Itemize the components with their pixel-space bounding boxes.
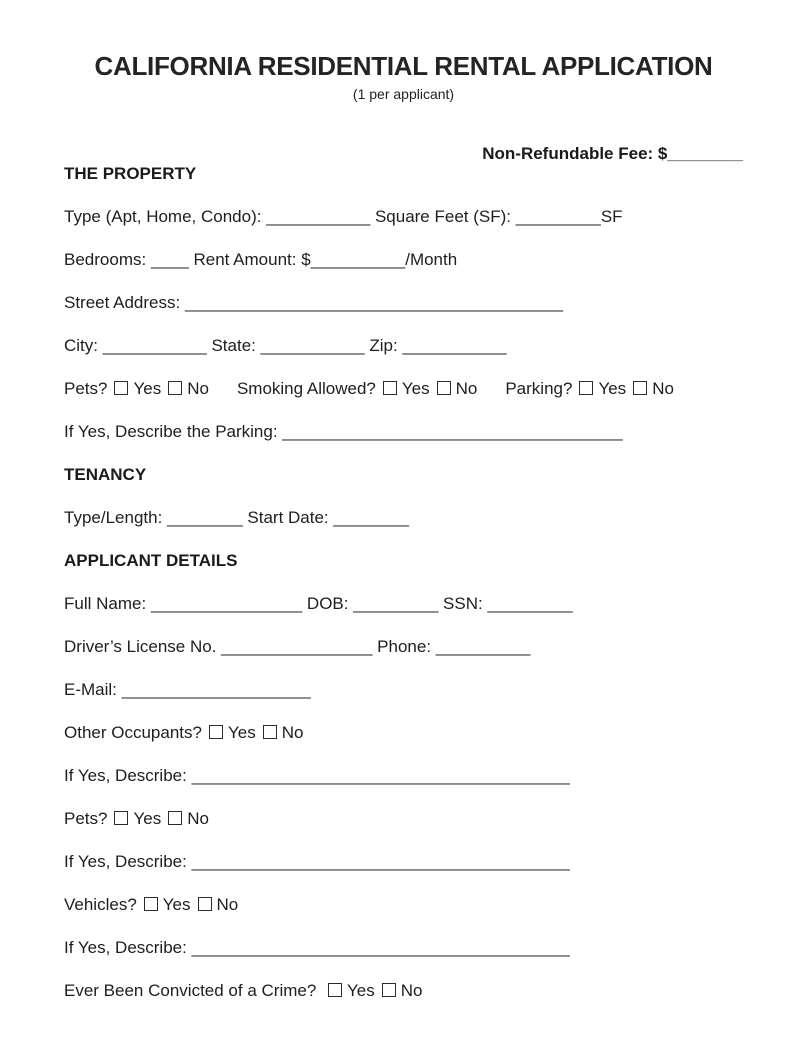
square-feet-blank[interactable]: _________ [515,207,601,226]
email-blank[interactable]: ____________________ [121,680,311,699]
applicant-pets-question-label: Pets? [64,809,108,828]
email-label: E-Mail: [64,680,122,699]
vehicles-describe-blank[interactable]: ________________________________________ [191,938,570,957]
applicant-pets-row [64,810,743,828]
smoking-no-checkbox[interactable] [437,381,451,395]
full-name-dob-ssn-row [64,595,743,613]
crime-row [64,982,743,1000]
square-feet-label: Square Feet (SF): [370,207,516,226]
drivers-license-label: Driver’s License No. [64,637,222,656]
vehicles-describe-label: If Yes, Describe: [64,938,192,957]
vehicles-no-checkbox[interactable] [198,897,212,911]
section-heading-the-property: THE PROPERTY [64,164,197,183]
property-type-blank[interactable]: ___________ [266,207,371,226]
vehicles-no-label: No [216,895,239,914]
occupants-yes-label: Yes [227,723,256,742]
property-pets-yes-label: Yes [133,379,162,398]
phone-blank[interactable]: __________ [435,637,531,656]
phone-label: Phone: [372,637,436,656]
smoking-question-label: Smoking Allowed? [236,379,376,398]
smoking-no-label: No [455,379,478,398]
non-refundable-fee-row [64,145,743,163]
vehicles-yes-checkbox[interactable] [144,897,158,911]
start-date-blank[interactable]: ________ [333,508,410,527]
state-blank[interactable]: ___________ [260,336,365,355]
street-address-blank[interactable]: ________________________________________ [184,293,564,312]
bedrooms-label: Bedrooms: [64,250,151,269]
full-name-blank[interactable]: ________________ [150,594,303,613]
start-date-label: Start Date: [242,508,334,527]
smoking-yes-checkbox[interactable] [383,381,397,395]
full-name-label: Full Name: [64,594,151,613]
smoking-yes-label: Yes [401,379,430,398]
property-type-label: Type (Apt, Home, Condo): [64,207,267,226]
parking-describe-label: If Yes, Describe the Parking: [64,422,283,441]
property-questions-row [64,380,743,398]
occupants-describe-blank[interactable]: ________________________________________ [191,766,570,785]
crime-yes-checkbox[interactable] [328,983,342,997]
ssn-label: SSN: [438,594,488,613]
property-type-sqft-row [64,208,743,226]
street-address-label: Street Address: [64,293,185,312]
tenancy-type-length-blank[interactable]: ________ [167,508,243,527]
page-title: CALIFORNIA RESIDENTIAL RENTAL APPLICATION [94,51,713,81]
page-subtitle: (1 per applicant) [352,86,455,102]
applicant-pets-no-checkbox[interactable] [168,811,182,825]
vehicles-yes-label: Yes [162,895,191,914]
section-heading-applicant-details: APPLICANT DETAILS [64,551,238,570]
non-refundable-fee-blank[interactable]: ________ [667,144,743,163]
property-pets-question-label: Pets? [64,379,108,398]
other-occupants-row [64,724,743,742]
occupants-no-checkbox[interactable] [263,725,277,739]
occupants-describe-row [64,767,743,785]
dob-label: DOB: [302,594,354,613]
parking-no-checkbox[interactable] [633,381,647,395]
rent-amount-suffix: /Month [405,250,458,269]
license-phone-row [64,638,743,656]
email-row [64,681,743,699]
parking-question-label: Parking? [505,379,573,398]
parking-describe-blank[interactable]: ____________________________________ [282,422,623,441]
parking-yes-label: Yes [598,379,627,398]
crime-question-label: Ever Been Convicted of a Crime? [64,981,322,1000]
rent-amount-label: Rent Amount: $ [188,250,311,269]
occupants-yes-checkbox[interactable] [209,725,223,739]
state-label: State: [206,336,261,355]
applicant-pets-no-label: No [187,809,209,828]
tenancy-row [64,509,743,527]
city-state-zip-row [64,337,743,355]
zip-blank[interactable]: ___________ [402,336,507,355]
drivers-license-blank[interactable]: ________________ [221,637,373,656]
bedrooms-blank[interactable]: ____ [150,250,189,269]
non-refundable-fee-label: Non-Refundable Fee: $ [482,144,668,163]
vehicles-row [64,896,743,914]
property-pets-no-checkbox[interactable] [168,381,182,395]
city-label: City: [64,336,103,355]
vehicles-question-label: Vehicles? [64,895,137,914]
tenancy-type-length-label: Type/Length: [64,508,168,527]
section-heading-tenancy: TENANCY [64,465,147,484]
occupants-describe-label: If Yes, Describe: [64,766,192,785]
pets-describe-label: If Yes, Describe: [64,852,192,871]
pets-describe-blank[interactable]: ________________________________________ [191,852,570,871]
applicant-pets-yes-checkbox[interactable] [114,811,128,825]
crime-no-checkbox[interactable] [382,983,396,997]
other-occupants-question-label: Other Occupants? [64,723,202,742]
occupants-no-label: No [281,723,304,742]
crime-yes-label: Yes [347,981,375,1000]
crime-no-label: No [400,981,423,1000]
city-blank[interactable]: ___________ [102,336,207,355]
ssn-blank[interactable]: _________ [487,594,573,613]
zip-label: Zip: [364,336,403,355]
parking-no-label: No [652,379,674,398]
applicant-pets-yes-label: Yes [133,809,162,828]
rent-amount-blank[interactable]: __________ [310,250,406,269]
street-address-row [64,294,743,312]
parking-yes-checkbox[interactable] [579,381,593,395]
bedrooms-rent-row [64,251,743,269]
pets-describe-row [64,853,743,871]
vehicles-describe-row [64,939,743,957]
dob-blank[interactable]: _________ [353,594,439,613]
property-pets-no-label: No [187,379,209,398]
parking-describe-row [64,423,743,441]
square-feet-suffix: SF [600,207,623,226]
property-pets-yes-checkbox[interactable] [114,381,128,395]
